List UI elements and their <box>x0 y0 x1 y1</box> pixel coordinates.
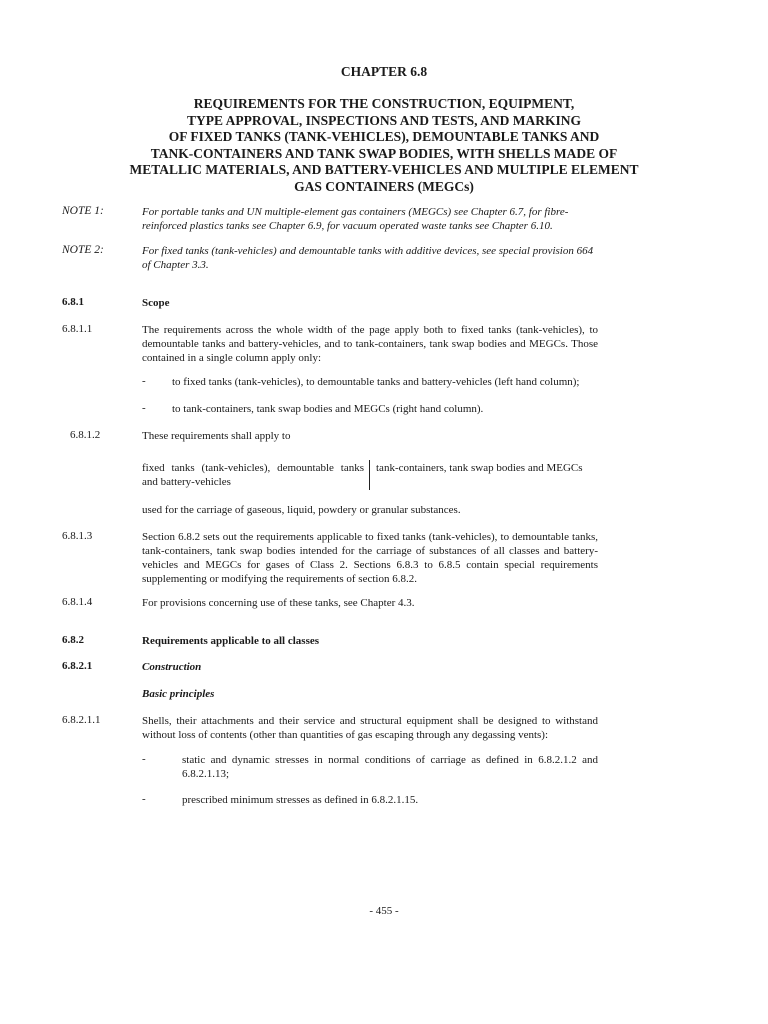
section-title-scope: Scope <box>142 297 170 309</box>
section-number-6-8-2: 6.8.2 <box>62 634 84 646</box>
right-column-text: tank-containers, tank swap bodies and MEGCs <box>376 462 583 474</box>
bullet-dash: - <box>142 402 146 414</box>
chapter-heading <box>0 96 768 195</box>
bullet-item: prescribed minimum stresses as defined in 6.8.2.1.15. <box>182 794 419 806</box>
section-title-6-8-2: Requirements applicable to all classes <box>142 635 320 647</box>
bullet-dash: - <box>142 793 146 805</box>
subsection-title-basic-principles: Basic principles <box>142 688 215 700</box>
section-text-6-8-1-1: The requirements across the whole width of the page apply both to fixed tanks (tank-vehicles), to demountable tanks and battery-vehicles, and to tank-containers, tank swap bodies and MEGCs. Those contained in a single column apply only: <box>142 324 598 364</box>
section-text-6-8-1-2-after: used for the carriage of gaseous, liquid, powdery or granular substances. <box>142 504 461 516</box>
section-number-6-8-1: 6.8.1 <box>62 296 84 308</box>
heading-line: TANK-CONTAINERS AND TANK SWAP BODIES, WITH SHELLS MADE OF <box>150 145 618 161</box>
note-2-label: NOTE 2: <box>62 244 104 256</box>
note-1-text: For portable tanks and UN multiple-element gas containers (MEGCs) see Chapter 6.7, for fibre-reinforced plastics tanks see Chapter 6.9, for vacuum operated waste tanks see Chapter 6.10. <box>142 206 569 232</box>
section-number-6-8-1-4: 6.8.1.4 <box>62 596 93 608</box>
heading-line: METALLIC MATERIALS, AND BATTERY-VEHICLES AND MULTIPLE ELEMENT <box>129 162 639 177</box>
section-text-6-8-1-4: For provisions concerning use of these tanks, see Chapter 4.3. <box>142 597 415 609</box>
heading-line: TYPE APPROVAL, INSPECTIONS AND TESTS, AND MARKING <box>186 112 582 128</box>
column-divider <box>369 460 370 490</box>
section-number-6-8-1-3: 6.8.1.3 <box>62 530 93 542</box>
section-number-6-8-2-1-1: 6.8.2.1.1 <box>62 714 101 726</box>
heading-line: GAS CONTAINERS (MEGCs) <box>294 178 474 194</box>
left-column-text: fixed tanks (tank-vehicles), demountable tanks and battery-vehicles <box>142 462 364 488</box>
section-title-construction: Construction <box>142 661 202 673</box>
heading-line: REQUIREMENTS FOR THE CONSTRUCTION, EQUIPMENT, <box>193 96 575 111</box>
note-1-label: NOTE 1: <box>62 205 104 217</box>
section-text-6-8-2-1-1: Shells, their attachments and their service and structural equipment shall be designed to withstand without loss of contents (other than quantities of gas escaping through any degassing vents): <box>142 715 598 741</box>
section-text-6-8-1-3: Section 6.8.2 sets out the requirements applicable to fixed tanks (tank-vehicles), to demountable tanks, tank-containers, tank swap bodies intended for the carriage of substances of all classes and battery-vehicles and MEGCs for gases of Class 2. Sections 6.8.3 to 6.8.5 contain special requirements supplementing or modifying the requirements of section 6.8.2. <box>142 531 598 585</box>
section-text-6-8-1-2: These requirements shall apply to <box>142 430 291 442</box>
section-number-6-8-1-2: 6.8.1.2 <box>70 429 101 441</box>
heading-line: OF FIXED TANKS (TANK-VEHICLES), DEMOUNTABLE TANKS AND <box>168 129 600 144</box>
page-number: - 455 - <box>369 905 399 917</box>
note-2-text: For fixed tanks (tank-vehicles) and demountable tanks with additive devices, see special provision 664 of Chapter 3.3. <box>142 245 594 271</box>
bullet-item: static and dynamic stresses in normal conditions of carriage as defined in 6.8.2.1.2 and 6.8.2.1.13; <box>182 754 598 780</box>
chapter-title: CHAPTER 6.8 <box>340 64 428 79</box>
bullet-item: to tank-containers, tank swap bodies and MEGCs (right hand column). <box>172 403 484 415</box>
bullet-item: to fixed tanks (tank-vehicles), to demountable tanks and battery-vehicles (left hand column); <box>172 376 580 388</box>
bullet-dash: - <box>142 375 146 387</box>
bullet-dash: - <box>142 753 146 765</box>
section-number-6-8-2-1: 6.8.2.1 <box>62 660 93 672</box>
section-number-6-8-1-1: 6.8.1.1 <box>62 323 93 335</box>
